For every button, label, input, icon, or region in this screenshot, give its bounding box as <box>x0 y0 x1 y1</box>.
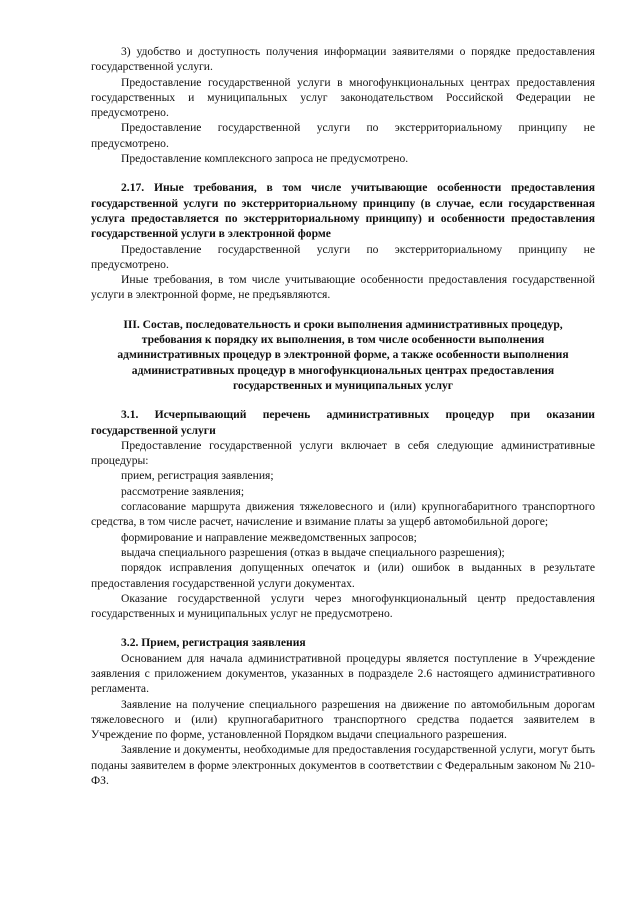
spacer <box>91 621 595 635</box>
section-3-1-lead: Предоставление государственной услуги включает в себя следующие административные процедуры: <box>91 438 595 468</box>
section-2-17-paragraph-2: Иные требования, в том числе учитывающие особенности предоставления государственной услуги в электронной форме, не предъявляются. <box>91 273 595 302</box>
section-3-1-heading: 3.1. Исчерпывающий перечень административных процедур при оказании государственной услуги <box>91 408 595 437</box>
list-item: выдача специального разрешения (отказ в выдаче специального разрешения); <box>121 545 505 559</box>
section-3-2-paragraph-3: Заявление и документы, необходимые для предоставления государственной услуги, могут быть поданы заявителем в форме электронных документов в соответствии с Федеральным законом № 210-ФЗ. <box>91 743 595 788</box>
spacer <box>91 166 595 180</box>
list-item: прием, регистрация заявления; <box>121 469 274 483</box>
list-item: порядок исправления допущенных опечаток и (или) ошибок в выданных в результате предоставления государственной услуги документах. <box>91 561 595 590</box>
intro-paragraph-3: Предоставление государственной услуги по экстерриториальному принципу не предусмотрено. <box>91 121 595 150</box>
spacer <box>91 393 595 407</box>
section-3-2-heading: 3.2. Прием, регистрация заявления <box>121 636 306 650</box>
intro-paragraph-2: Предоставление государственной услуги в многофункциональных центрах предоставления государственных и муниципальных услуг законодательством Российской Федерации не предусмотрено. <box>91 75 595 120</box>
list-item: формирование и направление межведомственных запросов; <box>121 530 417 544</box>
procedure-list <box>91 468 595 590</box>
section-3-1-closing: Оказание государственной услуги через многофункциональный центр предоставления государственных и муниципальных услуг не предусмотрено. <box>91 591 595 621</box>
section-3-2-paragraph-1: Основанием для начала административной процедуры является поступление в Учреждение заявления с приложением документов, указанных в подразделе 2.6 настоящего административного регламента. <box>91 651 595 696</box>
section-3-title: III. Состав, последовательность и сроки выполнения административных процедур, требования к порядку их выполнения, в том числе особенности выполнения административных процедур в электронной форме, а также особенности выполнения административных процедур в многофункциональных центрах предоставления государственных и муниципальных услуг <box>117 317 569 392</box>
section-3-2-paragraph-2: Заявление на получение специального разрешения на движение по автомобильным дорогам тяжеловесного и (или) крупногабаритного транспортного средства подается заявителем в Учреждение по форме, установленной Порядком выдачи специального разрешения. <box>91 697 595 742</box>
spacer <box>91 303 595 317</box>
intro-paragraph-4: Предоставление комплексного запроса не предусмотрено. <box>121 152 409 166</box>
list-item: рассмотрение заявления; <box>121 484 245 498</box>
section-2-17-paragraph-1: Предоставление государственной услуги по экстерриториальному принципу не предусмотрено. <box>91 242 595 271</box>
document-page <box>91 44 595 788</box>
section-2-17-heading: 2.17. Иные требования, в том числе учитывающие особенности предоставления государственной услуги по экстерриториальному принципу (в случае, если государственная услуга предоставляется по экстерриториальному принципу) и особенности предоставления государственной услуги в электронной форме <box>91 181 595 241</box>
intro-paragraph-1: 3) удобство и доступность получения информации заявителями о порядке предоставления государственной услуги. <box>91 45 595 74</box>
list-item: согласование маршрута движения тяжеловесного и (или) крупногабаритного транспортного средства, в том числе расчет, начисление и взимание платы за ущерб автомобильной дороге; <box>91 500 595 529</box>
